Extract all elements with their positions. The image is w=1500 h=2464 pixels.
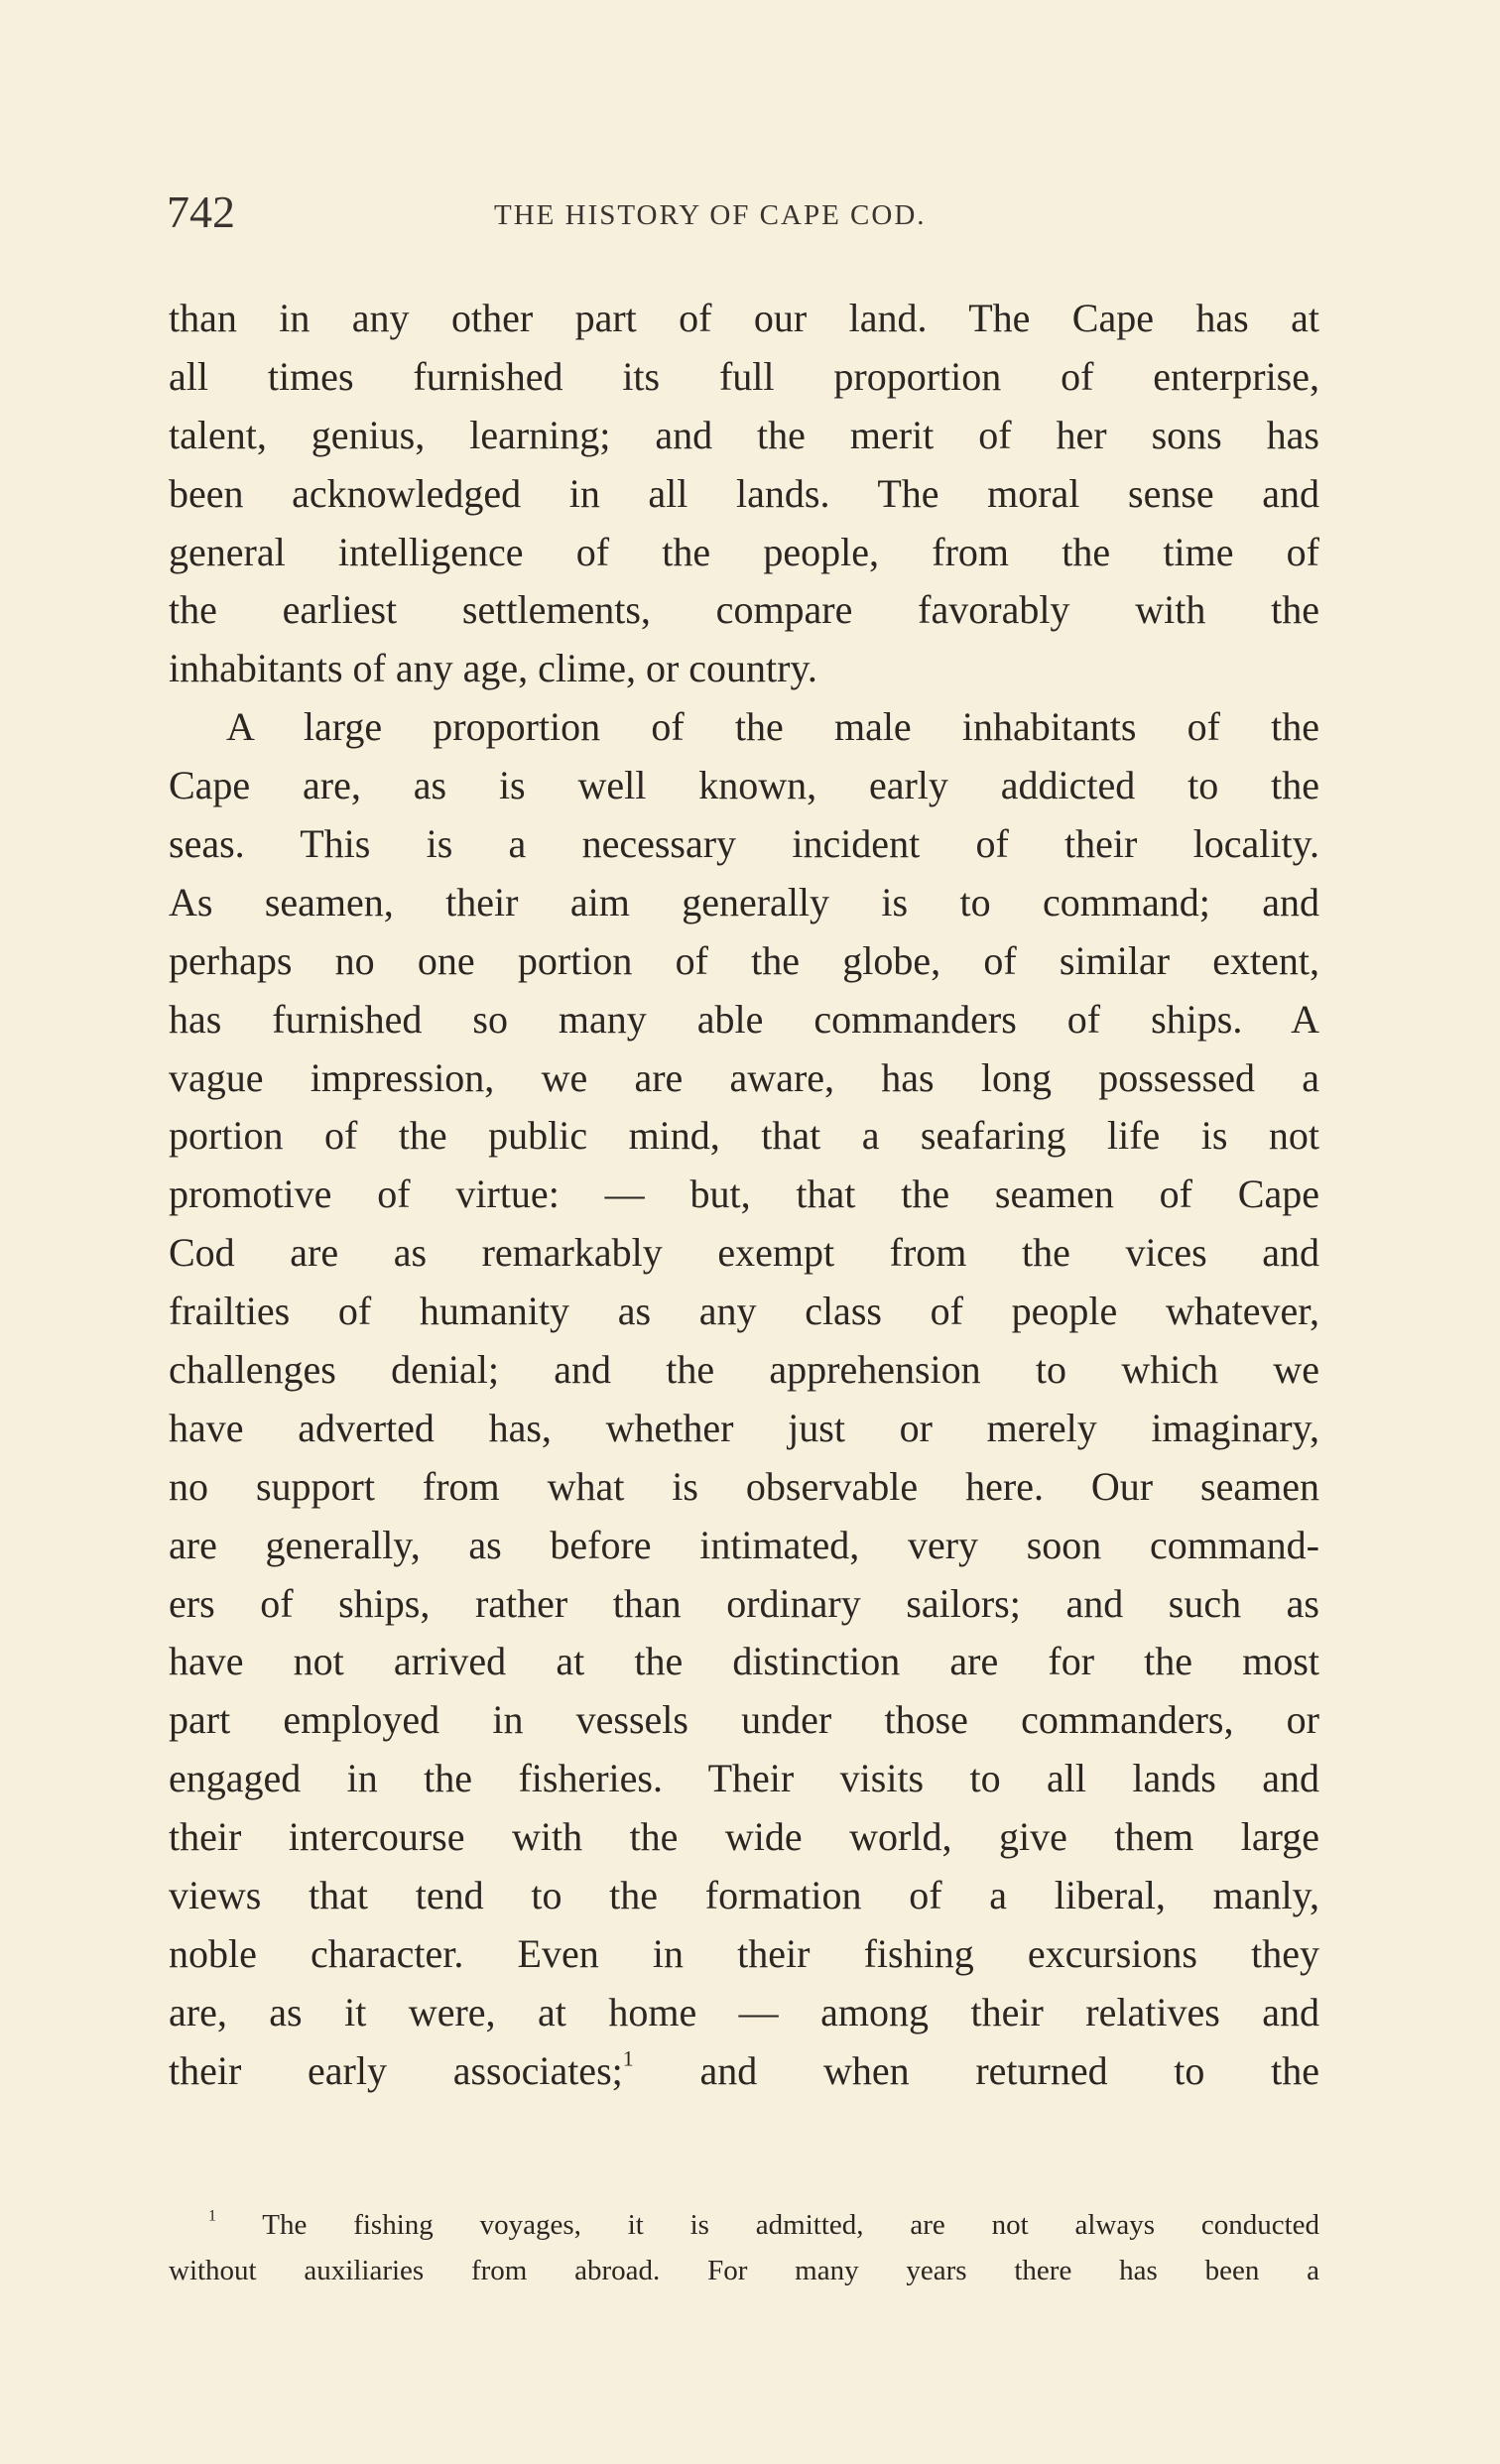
text-line: challenges denial; and the apprehension to which we (169, 1347, 1319, 1393)
text-line: vague impression, we are aware, has long possessed a (169, 1054, 1319, 1100)
text-line: Cod are as remarkably exempt from the vices and (169, 1230, 1319, 1276)
text-line: inhabitants of any age, clime, or country. (169, 646, 817, 691)
text-line: the earliest settlements, compare favorably with the (169, 587, 1319, 633)
text-line: seas. This is a necessary incident of their locality. (169, 821, 1319, 867)
text-fragment: their early associates; (169, 2047, 623, 2093)
footnote-text: The fishing voyages, it is admitted, are not always conducted (262, 2209, 1319, 2241)
text-line: than in any other part of our land. The Cape has at (169, 296, 1319, 340)
text-line: are generally, as before intimated, very soon command- (169, 1522, 1319, 1567)
text-line: have adverted has, whether just or merely imaginary, (169, 1405, 1319, 1450)
text-line: are, as it were, at home — among their relatives and (169, 1989, 1319, 2034)
text-line: their intercourse with the wide world, give them large (169, 1814, 1319, 1860)
text-line: A large proportion of the male inhabitants of the (226, 704, 1319, 750)
text-line: ers of ships, rather than ordinary sailors; and such as (169, 1580, 1319, 1626)
text-line: talent, genius, learning; and the merit of her sons has (169, 412, 1319, 457)
text-line: promotive of virtue: — but, that the seamen of Cape (169, 1171, 1319, 1217)
text-line (169, 2042, 1319, 2101)
footnote-line: without auxiliaries from abroad. For many years there has been a (169, 2255, 1319, 2286)
text-line: been acknowledged in all lands. The moral sense and (169, 470, 1319, 516)
text-line: portion of the public mind, that a seafaring life is not (169, 1113, 1319, 1159)
text-line: noble character. Even in their fishing excursions they (169, 1930, 1319, 1976)
footnote-marker: 1 (208, 2207, 216, 2225)
text-line: Cape are, as is well known, early addicted to the (169, 763, 1319, 808)
text-line: has furnished so many able commanders of ships. A (169, 996, 1319, 1042)
text-fragment: and when returned to the (633, 2047, 1319, 2093)
body-text (169, 290, 1319, 2101)
running-head (167, 183, 1317, 242)
text-line: As seamen, their aim generally is to command; and (169, 879, 1319, 924)
text-line: part employed in vessels under those commanders, or (169, 1697, 1319, 1743)
footnote-reference: 1 (622, 2045, 634, 2071)
text-line: no support from what is observable here. Our seamen (169, 1463, 1319, 1509)
text-line: views that tend to the formation of a liberal, manly, (169, 1873, 1319, 1918)
text-line: engaged in the fisheries. Their visits to all lands and (169, 1756, 1319, 1801)
footnote-line (169, 2202, 1319, 2248)
text-line: general intelligence of the people, from the time of (169, 529, 1319, 574)
text-line: have not arrived at the distinction are for the most (169, 1639, 1319, 1684)
footnotes (169, 2202, 1319, 2293)
running-title: THE HISTORY OF CAPE COD. (494, 199, 927, 231)
text-line: perhaps no one portion of the globe, of similar extent, (169, 937, 1319, 983)
text-line: all times furnished its full proportion of enterprise, (169, 353, 1319, 399)
text-line: frailties of humanity as any class of people whatever, (169, 1289, 1319, 1334)
page-number: 742 (167, 186, 235, 237)
